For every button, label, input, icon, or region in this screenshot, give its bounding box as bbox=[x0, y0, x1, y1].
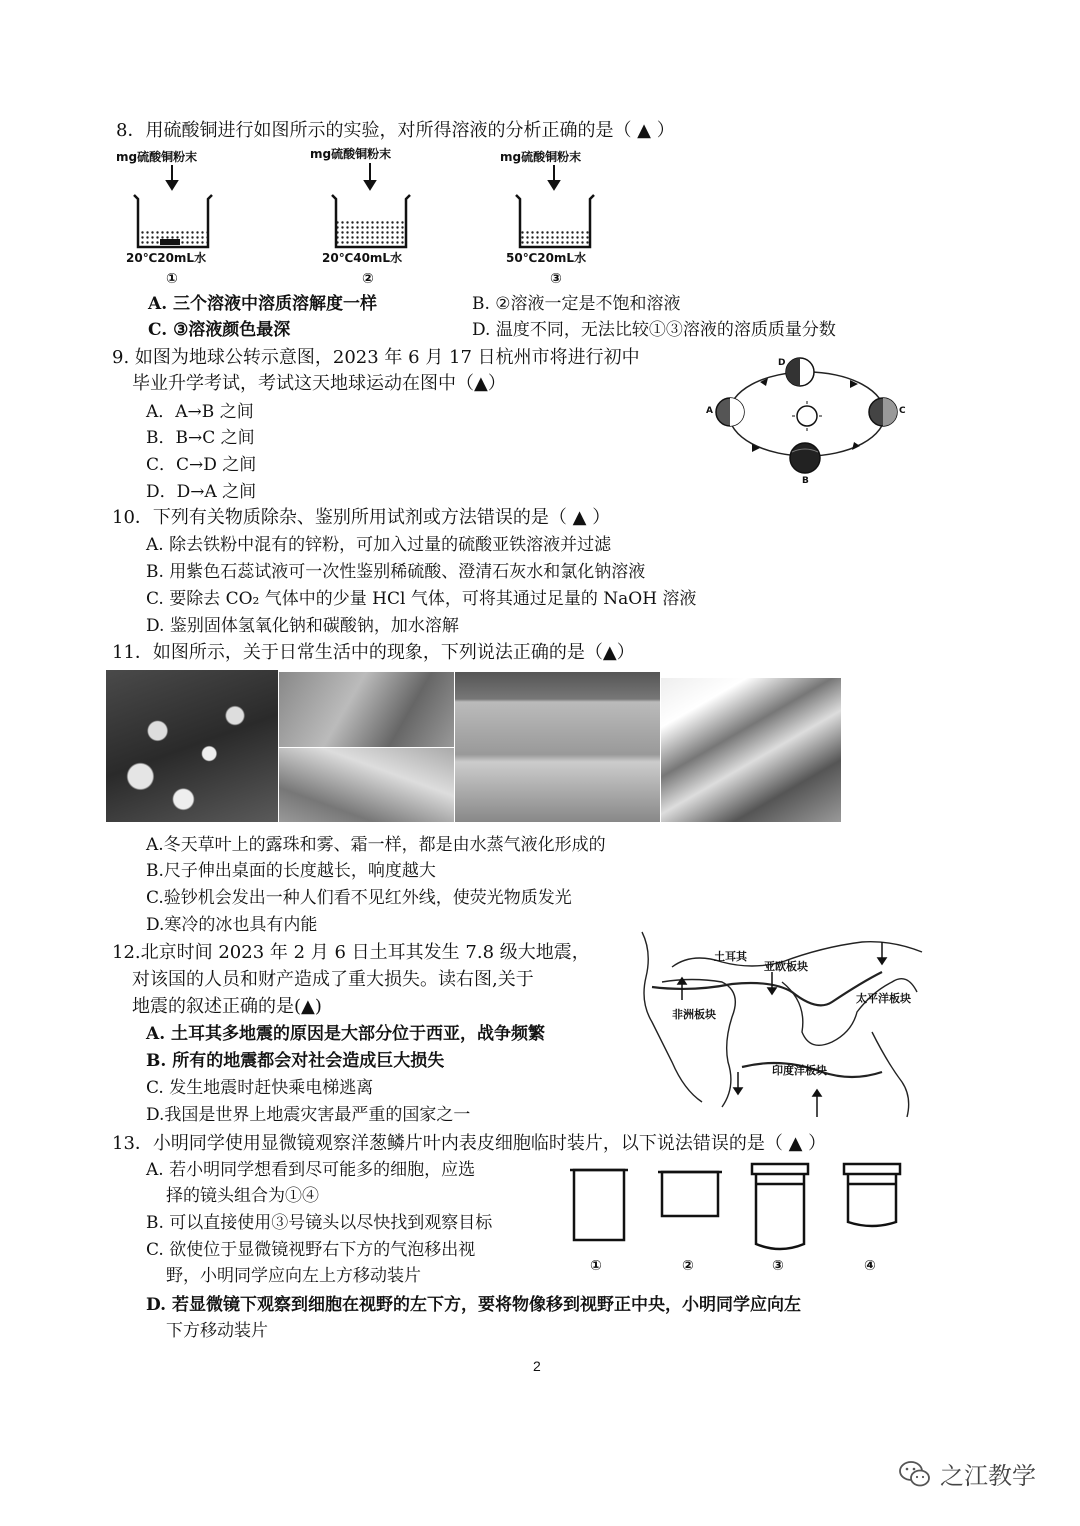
q8-option-d: D. 温度不同，无法比较①③溶液的溶质质量分数 bbox=[472, 320, 836, 340]
q8-option-c: C. ③溶液颜色最深 bbox=[148, 320, 291, 340]
lens-num-3: ③ bbox=[772, 1258, 784, 1274]
beaker-2-icon bbox=[332, 195, 410, 247]
q12-option-a: A. 土耳其多地震的原因是大部分位于西亚，战争频繁 bbox=[146, 1024, 546, 1044]
q8-beaker3-num: ③ bbox=[550, 271, 562, 287]
q8-figure bbox=[110, 145, 650, 295]
q13-option-b: B. 可以直接使用③号镜头以尽快找到观察目标 bbox=[146, 1213, 493, 1233]
orbit-label-a: A bbox=[706, 406, 713, 416]
q13-stem: 13．小明同学使用显微镜观察洋葱鳞片叶内表皮细胞临时装片，以下说法错误的是（ ▲ ） bbox=[112, 1133, 827, 1154]
q13-option-a-line1: A. 若小明同学想看到尽可能多的细胞，应选 bbox=[146, 1160, 476, 1180]
beaker-3-icon bbox=[516, 195, 594, 247]
q10-option-d: D. 鉴别固体氢氧化钠和碳酸钠，加水溶解 bbox=[146, 616, 459, 636]
q13-option-a-line2: 择的镜头组合为①④ bbox=[166, 1186, 319, 1206]
watermark-text: 之江教学 bbox=[940, 1462, 1036, 1490]
q12-stem-line2: 对该国的人员和财产造成了重大损失。读右图,关于 bbox=[132, 969, 534, 990]
orbit-label-b: B bbox=[802, 476, 809, 486]
q8-beaker2-top-label: mg硫酸铜粉末 bbox=[310, 147, 392, 161]
photo-ruler-desk bbox=[279, 672, 454, 747]
q9-stem-line2: 毕业升学考试，考试这天地球运动在图中（▲） bbox=[132, 373, 506, 394]
lens-num-1: ① bbox=[590, 1258, 602, 1274]
photo-hand-ruler bbox=[279, 748, 454, 822]
map-label-indian-plate: 印度洋板块 bbox=[772, 1064, 827, 1077]
q9-option-d: D．D→A 之间 bbox=[146, 482, 257, 502]
q12-option-c: C. 发生地震时赶快乘电梯逃离 bbox=[146, 1078, 374, 1098]
map-label-eurasian-plate: 亚欧板块 bbox=[764, 960, 808, 973]
q8-beaker3-bottom-label: 50℃20mL水 bbox=[506, 251, 587, 265]
q13-option-d-line2: 下方移动装片 bbox=[166, 1321, 268, 1341]
watermark bbox=[898, 1456, 1036, 1491]
q9-option-c: C．C→D 之间 bbox=[146, 455, 257, 475]
q11-stem: 11．如图所示，关于日常生活中的现象，下列说法正确的是（▲） bbox=[112, 642, 635, 663]
photo-money-detector bbox=[455, 672, 660, 822]
map-label-pacific-plate: 太平洋板块 bbox=[856, 992, 911, 1005]
q8-beaker1-top-label: mg硫酸铜粉末 bbox=[116, 150, 198, 164]
q8-stem: 8．用硫酸铜进行如图所示的实验，对所得溶液的分析正确的是（ ▲ ） bbox=[116, 120, 675, 141]
map-label-turkey: 土耳其 bbox=[714, 950, 747, 963]
q11-option-d: D.寒冷的冰也具有内能 bbox=[146, 915, 318, 935]
q10-option-c: C. 要除去 CO₂ 气体中的少量 HCl 气体，可将其通过足量的 NaOH 溶液 bbox=[146, 589, 697, 609]
q8-beaker3-top-label: mg硫酸铜粉末 bbox=[500, 150, 582, 164]
map-label-african-plate: 非洲板块 bbox=[672, 1008, 716, 1021]
earth-orbit-icon bbox=[700, 352, 915, 487]
orbit-label-d: D bbox=[778, 358, 786, 368]
q10-stem: 10．下列有关物质除杂、鉴别所用试剂或方法错误的是（ ▲ ） bbox=[112, 507, 611, 528]
q8-option-a: A. 三个溶液中溶质溶解度一样 bbox=[148, 294, 378, 314]
orbit-label-c: C bbox=[899, 406, 906, 416]
q13-option-c-line1: C. 欲使位于显微镜视野右下方的气泡移出视 bbox=[146, 1240, 476, 1260]
q10-option-b: B. 用紫色石蕊试液可一次性鉴别稀硫酸、澄清石灰水和氯化钠溶液 bbox=[146, 562, 646, 582]
q12-stem-line3: 地震的叙述正确的是(▲) bbox=[132, 996, 322, 1017]
plate-map-drawing bbox=[632, 922, 932, 1122]
q8-beaker1-bottom-label: 20℃20mL水 bbox=[126, 251, 207, 265]
wechat-icon bbox=[898, 1459, 932, 1489]
q12-option-d: D.我国是世界上地震灾害最严重的国家之一 bbox=[146, 1105, 471, 1125]
beaker-1-icon bbox=[134, 195, 212, 247]
q12-plate-map bbox=[632, 922, 932, 1122]
q13-option-c-line2: 野，小明同学应向左上方移动装片 bbox=[166, 1266, 421, 1286]
q11-option-a: A.冬天草叶上的露珠和雾、霜一样，都是由水蒸气液化形成的 bbox=[146, 835, 606, 855]
q8-beaker2-num: ② bbox=[362, 271, 374, 287]
q9-stem-line1: 9. 如图为地球公转示意图，2023 年 6 月 17 日杭州市将进行初中 bbox=[112, 347, 640, 368]
q13-lenses-figure bbox=[566, 1160, 926, 1280]
q9-option-a: A．A→B 之间 bbox=[146, 402, 254, 422]
q9-orbit-diagram bbox=[700, 352, 915, 487]
photo-ice-mountain bbox=[661, 678, 841, 822]
q10-option-a: A. 除去铁粉中混有的锌粉，可加入过量的硫酸亚铁溶液并过滤 bbox=[146, 535, 612, 555]
q8-beaker1-num: ① bbox=[166, 271, 178, 287]
q8-beakers-drawing bbox=[110, 145, 650, 295]
q11-option-b: B.尺子伸出桌面的长度越长，响度越大 bbox=[146, 861, 436, 881]
q12-stem-line1: 12.北京时间 2023 年 2 月 6 日土耳其发生 7.8 级大地震， bbox=[112, 942, 590, 963]
q8-option-b: B. ②溶液一定是不饱和溶液 bbox=[472, 294, 681, 314]
lens-num-2: ② bbox=[682, 1258, 694, 1274]
photo-dew-drops bbox=[106, 670, 278, 822]
lens-num-4: ④ bbox=[864, 1258, 876, 1274]
q13-option-d-line1: D. 若显微镜下观察到细胞在视野的左下方，要将物像移到视野正中央，小明同学应向左 bbox=[146, 1295, 801, 1315]
q12-option-b: B. 所有的地震都会对社会造成巨大损失 bbox=[146, 1051, 445, 1071]
q8-beaker2-bottom-label: 20℃40mL水 bbox=[322, 251, 403, 265]
page-number: 2 bbox=[533, 1358, 541, 1374]
q11-option-c: C.验钞机会发出一种人们看不见红外线，使荧光物质发光 bbox=[146, 888, 572, 908]
q9-option-b: B．B→C 之间 bbox=[146, 428, 255, 448]
